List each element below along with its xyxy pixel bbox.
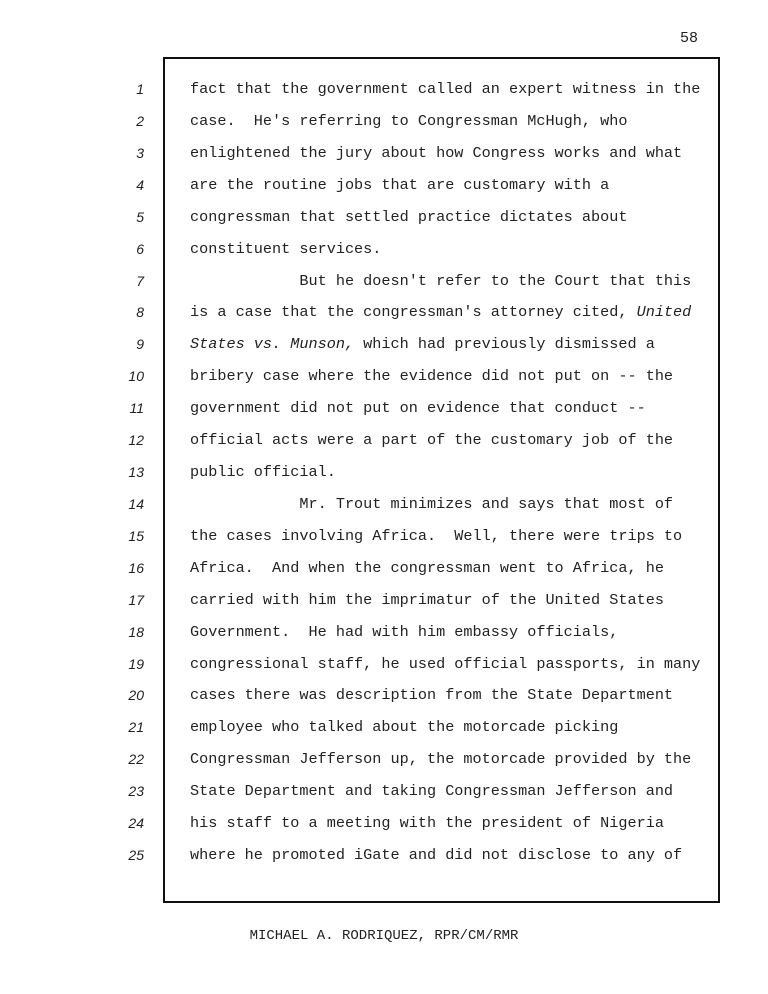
line-number: 7 bbox=[136, 272, 144, 289]
transcript-line bbox=[0, 494, 768, 526]
text-segment: official acts were a part of the customary job of the bbox=[190, 431, 674, 450]
reporter-footer: MICHAEL A. RODRIQUEZ, RPR/CM/RMR bbox=[249, 928, 519, 944]
line-text bbox=[190, 558, 664, 578]
text-segment: Africa. And when the congressman went to Africa, he bbox=[190, 558, 664, 577]
line-text bbox=[190, 111, 627, 131]
transcript-line bbox=[0, 79, 768, 111]
transcript-line bbox=[0, 111, 768, 143]
text-segment: cases there was description from the State Department bbox=[190, 686, 674, 705]
text-segment: enlightened the jury about how Congress works and what bbox=[190, 143, 683, 162]
line-text bbox=[190, 462, 336, 482]
line-number: 16 bbox=[128, 559, 144, 576]
line-number: 5 bbox=[136, 208, 144, 225]
transcript-line bbox=[0, 845, 768, 877]
line-text bbox=[190, 175, 609, 195]
line-number: 20 bbox=[128, 687, 144, 704]
page-number: 58 bbox=[679, 30, 698, 47]
text-segment: where he promoted iGate and did not disclose to any of bbox=[190, 846, 683, 865]
transcript-line bbox=[0, 685, 768, 717]
transcript-line bbox=[0, 462, 768, 494]
text-segment: Congressman Jefferson up, the motorcade provided by the bbox=[190, 750, 692, 769]
line-text bbox=[190, 430, 673, 450]
line-number: 11 bbox=[129, 400, 144, 417]
line-text bbox=[190, 271, 691, 291]
line-number: 8 bbox=[136, 304, 144, 321]
text-segment: bribery case where the evidence did not put on -- the bbox=[190, 367, 674, 386]
text-segment: State Department and taking Congressman Jefferson and bbox=[190, 782, 674, 801]
line-text bbox=[190, 143, 682, 163]
text-segment: is a case that the congressman's attorney cited, bbox=[190, 303, 637, 322]
transcript-line bbox=[0, 749, 768, 781]
line-number: 13 bbox=[128, 464, 144, 481]
line-text bbox=[190, 845, 682, 865]
text-segment: congressional staff, he used official passports, in many bbox=[190, 654, 701, 673]
transcript-line bbox=[0, 622, 768, 654]
text-segment: employee who talked about the motorcade picking bbox=[190, 718, 619, 737]
transcript-line bbox=[0, 813, 768, 845]
transcript-line bbox=[0, 143, 768, 175]
line-number: 18 bbox=[128, 623, 144, 640]
text-segment: the cases involving Africa. Well, there were trips to bbox=[190, 526, 683, 545]
line-text bbox=[190, 207, 627, 227]
transcript-line bbox=[0, 654, 768, 686]
text-segment: Government. He had with him embassy officials, bbox=[190, 622, 619, 641]
transcript-line bbox=[0, 239, 768, 271]
line-text bbox=[190, 79, 700, 99]
line-text bbox=[190, 685, 673, 705]
transcript-line bbox=[0, 558, 768, 590]
line-number: 10 bbox=[128, 368, 144, 385]
text-segment: Mr. Trout minimizes and says that most of bbox=[190, 494, 674, 513]
line-text bbox=[190, 302, 691, 322]
transcript-line bbox=[0, 366, 768, 398]
line-number: 23 bbox=[128, 783, 144, 800]
line-text bbox=[190, 717, 618, 737]
line-text bbox=[190, 494, 673, 514]
transcript-line bbox=[0, 271, 768, 303]
transcript-line bbox=[0, 302, 768, 334]
text-segment: are the routine jobs that are customary with a bbox=[190, 175, 610, 194]
line-text bbox=[190, 813, 664, 833]
line-number: 22 bbox=[128, 751, 144, 768]
line-text bbox=[190, 239, 381, 259]
text-segment: which had previously dismissed a bbox=[354, 335, 655, 354]
line-number: 12 bbox=[128, 432, 144, 449]
line-text bbox=[190, 749, 691, 769]
transcript-line bbox=[0, 398, 768, 430]
line-number: 19 bbox=[128, 655, 144, 672]
transcript-line bbox=[0, 175, 768, 207]
line-text bbox=[190, 366, 673, 386]
text-segment: carried with him the imprimatur of the United States bbox=[190, 590, 664, 609]
transcript-line bbox=[0, 526, 768, 558]
line-number: 9 bbox=[136, 336, 144, 353]
text-segment: But he doesn't refer to the Court that this bbox=[190, 271, 692, 290]
line-number: 21 bbox=[128, 719, 144, 736]
line-number: 6 bbox=[136, 240, 144, 257]
line-text bbox=[190, 622, 618, 642]
case-citation-text: United bbox=[636, 303, 692, 322]
text-segment: fact that the government called an expert witness in the bbox=[190, 80, 701, 98]
transcript-line bbox=[0, 590, 768, 622]
line-number: 1 bbox=[136, 81, 144, 97]
line-number: 2 bbox=[136, 112, 144, 129]
text-segment: his staff to a meeting with the president of Nigeria bbox=[190, 814, 664, 833]
transcript-line bbox=[0, 717, 768, 749]
transcript-line bbox=[0, 430, 768, 462]
case-citation-text: States vs. Munson, bbox=[190, 335, 355, 354]
transcript-line bbox=[0, 207, 768, 239]
line-text bbox=[190, 781, 673, 801]
line-text bbox=[190, 526, 682, 546]
transcript-line bbox=[0, 781, 768, 813]
line-text bbox=[190, 654, 700, 674]
line-text bbox=[190, 398, 646, 418]
line-number: 14 bbox=[128, 495, 144, 512]
line-number: 3 bbox=[136, 144, 144, 161]
text-segment: public official. bbox=[190, 463, 336, 482]
line-text bbox=[190, 590, 664, 610]
line-number: 15 bbox=[128, 527, 144, 544]
line-number: 4 bbox=[136, 176, 144, 193]
line-text bbox=[190, 334, 655, 354]
text-segment: government did not put on evidence that conduct -- bbox=[190, 399, 646, 418]
transcript-line bbox=[0, 334, 768, 366]
line-number: 25 bbox=[128, 847, 144, 864]
line-number: 17 bbox=[128, 591, 144, 608]
line-number: 24 bbox=[128, 815, 144, 832]
text-segment: case. He's referring to Congressman McHugh, who bbox=[190, 111, 628, 130]
text-segment: congressman that settled practice dictates about bbox=[190, 207, 628, 226]
text-segment: constituent services. bbox=[190, 239, 382, 258]
